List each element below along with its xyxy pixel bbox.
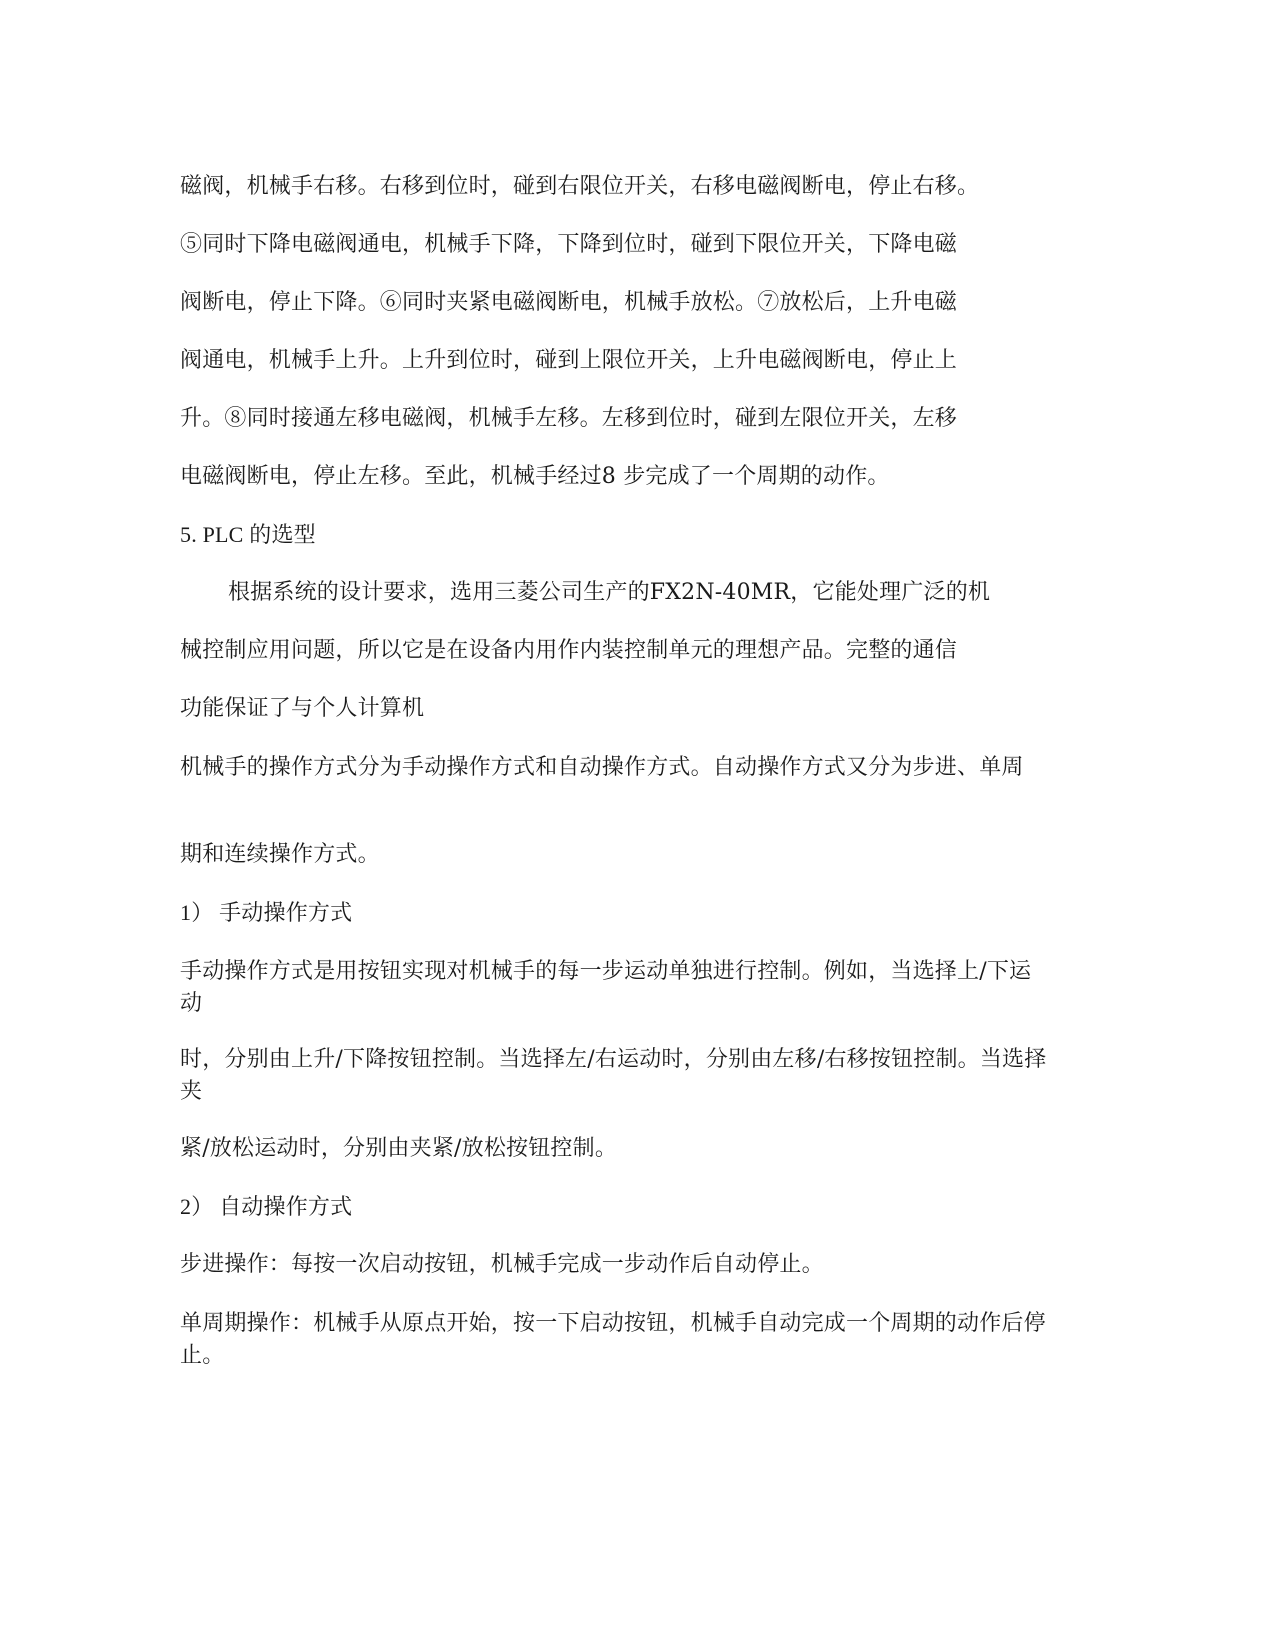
subsection-heading: 2） 自动操作方式 [180,1194,353,1219]
subsection-heading: 1） 手动操作方式 [180,900,353,925]
paragraph: 手动操作方式是用按钮实现对机械手的每一步运动单独进行控制。例如，当选择上/下运动 [180,959,1032,1016]
paragraph-line: 期和连续操作方式。 [180,842,380,867]
section-heading: 5. PLC 的选型 [180,522,316,547]
paragraph-line: 阀通电，机械手上升。上升到位时，碰到上限位开关，上升电磁阀断电，停止上 [180,348,958,373]
paragraph-line: 械控制应用问题，所以它是在设备内用作内装控制单元的理想产品。完整的通信 [180,638,958,663]
paragraph: 时，分别由上升/下降按钮控制。当选择左/右运动时，分别由左移/右移按钮控制。当选择夹 [180,1047,1047,1104]
paragraph-line: 电磁阀断电，停止左移。至此，机械手经过8 步完成了一个周期的动作。 [180,464,890,489]
paragraph: 机械手的操作方式分为手动操作方式和自动操作方式。自动操作方式又分为步进、单周 [180,755,1024,780]
paragraph-line: 步进操作：每按一次启动按钮，机械手完成一步动作后自动停止。 [180,1252,824,1277]
paragraph-line: 阀断电，停止下降。⑥同时夹紧电磁阀断电，机械手放松。⑦放松后，上升电磁 [180,290,958,315]
paragraph-line: 磁阀，机械手右移。右移到位时，碰到右限位开关，右移电磁阀断电，停止右移。 [180,174,980,199]
paragraph-line: 根据系统的设计要求，选用三菱公司生产的FX2N-40MR，它能处理广泛的机 [228,580,991,605]
paragraph: 单周期操作：机械手从原点开始，按一下启动按钮，机械手自动完成一个周期的动作后停止。 [180,1311,1046,1368]
paragraph-line: 紧/放松运动时，分别由夹紧/放松按钮控制。 [180,1136,618,1161]
paragraph-line: 功能保证了与个人计算机 [180,696,425,721]
paragraph-line: ⑤同时下降电磁阀通电，机械手下降，下降到位时，碰到下限位开关，下降电磁 [180,232,958,257]
paragraph-line: 升。⑧同时接通左移电磁阀，机械手左移。左移到位时，碰到左限位开关，左移 [180,406,958,431]
